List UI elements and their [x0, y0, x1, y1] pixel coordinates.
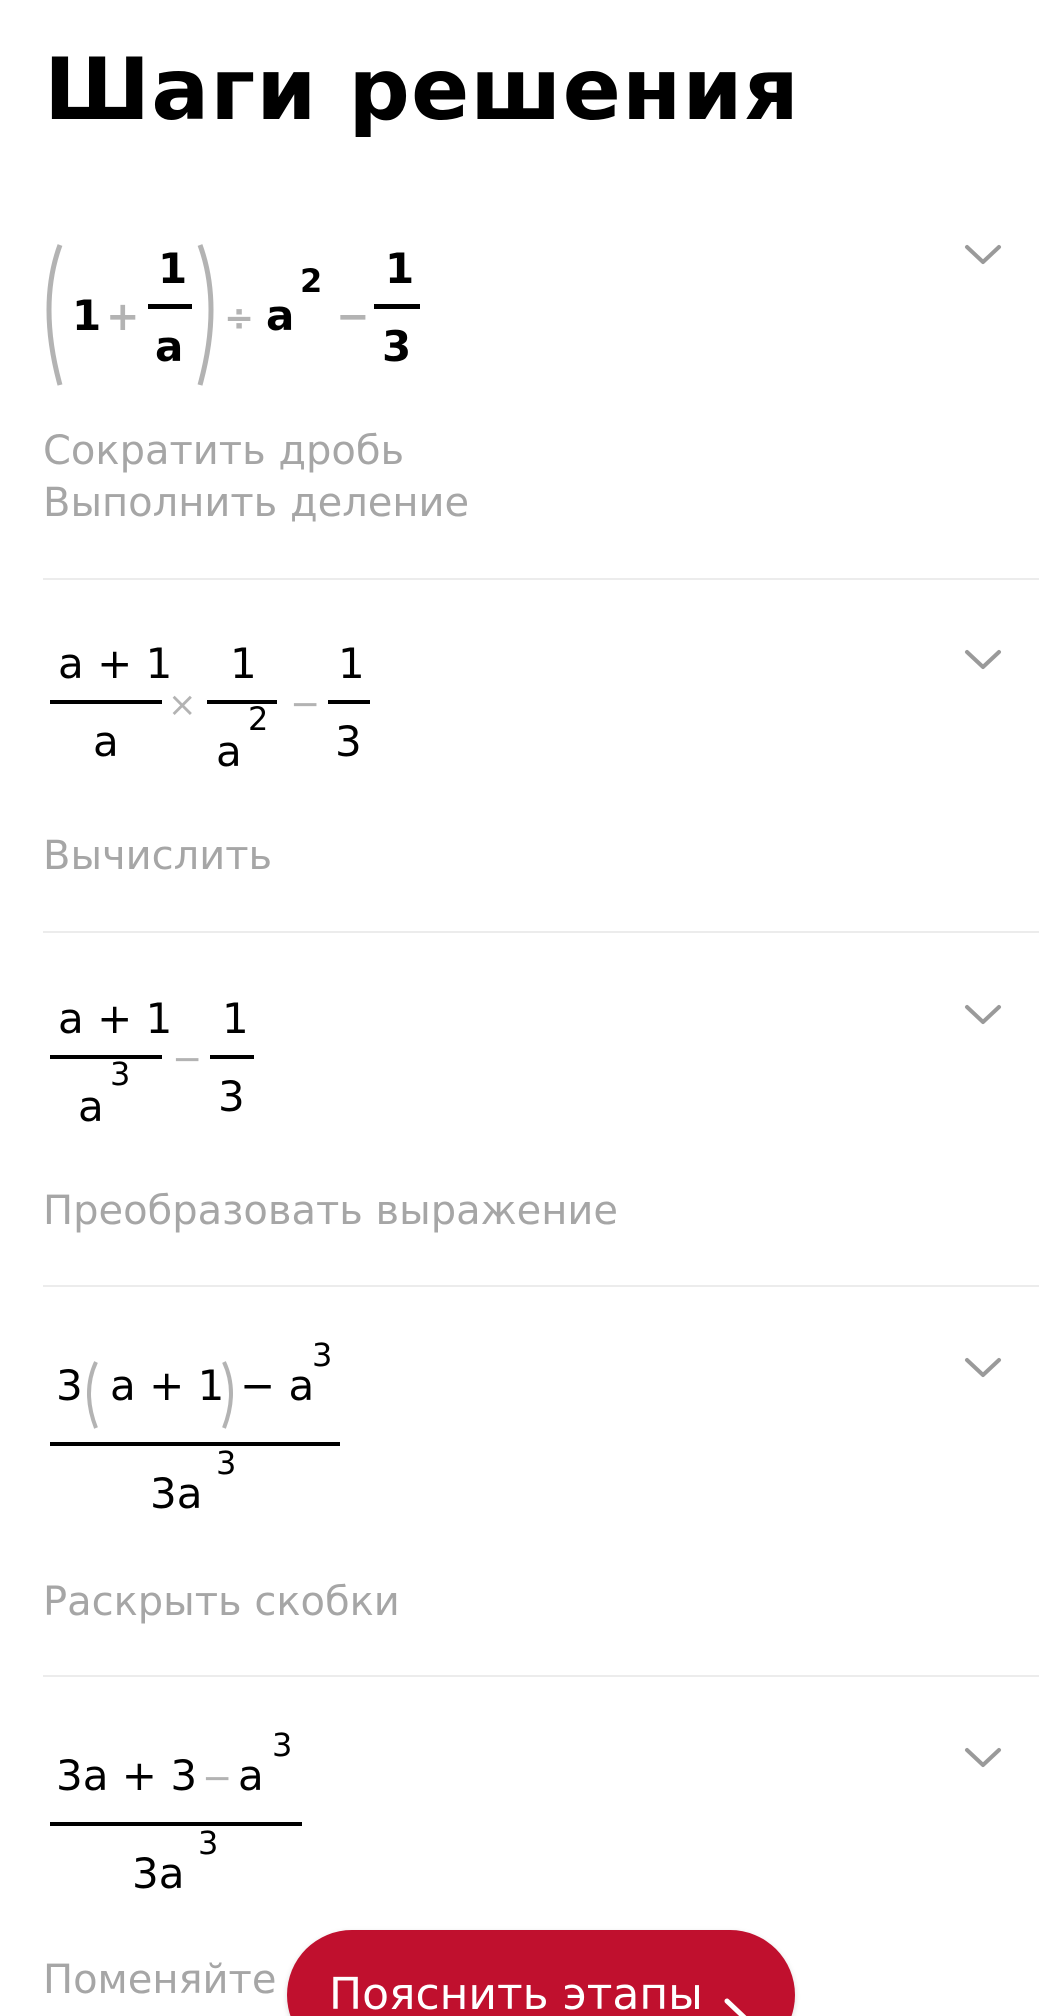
frac-numerator: 3a + 3 — [56, 1751, 198, 1800]
math-minus-a: − a — [240, 1361, 315, 1410]
step-3-formula — [0, 975, 460, 1155]
math-plus: + — [106, 294, 140, 340]
math-inner: a + 1 — [110, 1361, 225, 1410]
arrow-right-icon — [697, 1968, 753, 2016]
frac-numerator: a + 1 — [58, 994, 173, 1043]
step-1-description-line-1: Сократить дробь — [43, 428, 405, 474]
math-exponent: 3 — [312, 1336, 333, 1374]
math-divide: ÷ — [224, 298, 255, 339]
chevron-down-icon[interactable] — [957, 1348, 1009, 1388]
math-exponent: 2 — [300, 262, 323, 300]
frac-denominator: 3 — [382, 322, 412, 371]
step-1-formula — [0, 215, 460, 395]
math-exponent: 3 — [198, 1824, 219, 1862]
math-exponent: 3 — [216, 1444, 237, 1482]
frac-denominator: 3 — [335, 717, 362, 766]
divider — [43, 578, 1039, 580]
step-5-description-line-1: Поменяйте — [43, 1957, 277, 2003]
math-minus: − — [336, 294, 370, 340]
step-3[interactable] — [0, 975, 1039, 1285]
frac-numerator: 1 — [158, 244, 188, 293]
frac-denominator: a — [93, 717, 119, 766]
math-a: a — [266, 291, 295, 340]
step-5-formula — [0, 1718, 460, 1918]
frac-denominator: 3a — [132, 1849, 185, 1898]
divider — [43, 1675, 1039, 1677]
step-4-formula — [0, 1328, 460, 1528]
frac-denominator: 3 — [218, 1072, 245, 1121]
math-a: a — [238, 1751, 264, 1800]
frac-numerator: 1 — [338, 639, 365, 688]
chevron-down-icon[interactable] — [957, 640, 1009, 680]
frac-denominator-base: a — [78, 1082, 104, 1131]
frac-numerator: 1 — [222, 994, 249, 1043]
step-4-description-line-1: Раскрыть скобки — [43, 1579, 400, 1625]
math-exponent: 3 — [272, 1726, 293, 1764]
chevron-down-icon[interactable] — [957, 235, 1009, 275]
chevron-down-icon[interactable] — [957, 995, 1009, 1035]
step-1[interactable] — [0, 215, 1039, 580]
math-minus: − — [202, 1758, 233, 1799]
frac-numerator: a + 1 — [58, 639, 173, 688]
divider — [43, 931, 1039, 933]
explain-steps-button[interactable] — [287, 1930, 795, 2016]
frac-denominator: a — [155, 322, 184, 371]
math-exponent: 2 — [248, 700, 269, 738]
step-2-description-line-1: Вычислить — [43, 833, 273, 879]
step-2-formula — [0, 620, 460, 800]
chevron-down-icon[interactable] — [957, 1738, 1009, 1778]
math-minus: − — [172, 1039, 203, 1080]
math-three: 3 — [56, 1361, 83, 1410]
step-4[interactable] — [0, 1328, 1039, 1673]
frac-denominator: 3a — [150, 1469, 203, 1518]
explain-steps-label: Пояснить этапы — [329, 1969, 703, 2016]
math-exponent: 3 — [110, 1055, 131, 1093]
math-minus: − — [290, 684, 321, 725]
step-2[interactable] — [0, 620, 1039, 930]
step-1-description-line-2: Выполнить деление — [43, 480, 470, 526]
math-times: × — [168, 685, 197, 725]
step-3-description-line-1: Преобразовать выражение — [43, 1188, 618, 1234]
frac-numerator: 1 — [385, 244, 415, 293]
divider — [43, 1285, 1039, 1287]
page-title: Шаги решения — [44, 40, 800, 140]
frac-denominator-base: a — [216, 727, 242, 776]
math-one: 1 — [72, 291, 102, 340]
frac-numerator: 1 — [230, 639, 257, 688]
